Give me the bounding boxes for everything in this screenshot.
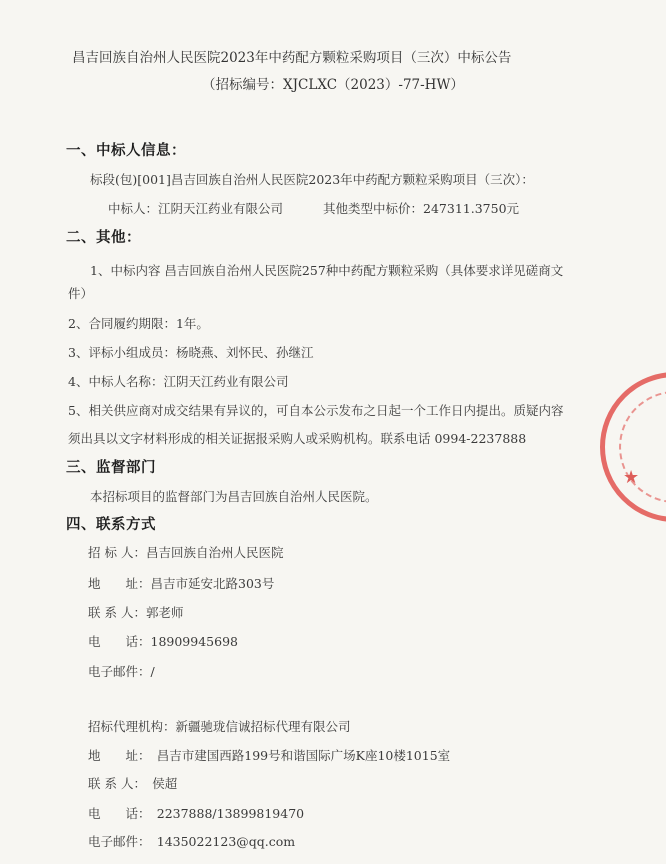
buyer-name: 招 标 人：昌吉回族自治州人民医院 <box>88 545 284 560</box>
agency-contact: 联 系 人： 侯超 <box>88 776 178 791</box>
title-line-2: （招标编号：XJCLXC（2023）-77-HW） <box>202 77 464 93</box>
section-4-heading: 四、联系方式 <box>66 516 156 533</box>
section-3-heading: 三、监督部门 <box>66 459 156 476</box>
official-seal-stamp <box>600 372 666 522</box>
buyer-contact: 联 系 人：郭老师 <box>88 605 184 620</box>
title-line-1: 昌吉回族自治州人民医院2023年中药配方颗粒采购项目（三次）中标公告 <box>72 50 512 66</box>
item-5-line-a: 5、相关供应商对成交结果有异议的，可自本公示发布之日起一个工作日内提出。质疑内容 <box>68 403 564 418</box>
agency-address: 地 址： 昌吉市建国西路199号和谐国际广场K座10楼1015室 <box>88 748 451 763</box>
winner-text: 中标人：江阴天江药业有限公司 <box>108 201 284 216</box>
item-2: 2、合同履约期限：1年。 <box>68 316 209 331</box>
agency-email: 电子邮件： 1435022123@qq.com <box>88 834 296 849</box>
seal-star-icon: ★ <box>623 467 640 488</box>
lot-text: 标段(包)[001]昌吉回族自治州人民医院2023年中药配方颗粒采购项目（三次）： <box>90 172 534 187</box>
price-text: 其他类型中标价：247311.3750元 <box>323 201 520 216</box>
item-1-line-b: 件） <box>68 286 94 301</box>
item-4: 4、中标人名称：江阴天江药业有限公司 <box>68 374 289 389</box>
buyer-phone: 电 话：18909945698 <box>88 634 238 649</box>
item-5-line-b: 须出具以文字材料形成的相关证据报采购人或采购机构。联系电话 0994-2237888 <box>68 431 527 446</box>
supervision-text: 本招标项目的监督部门为昌吉回族自治州人民医院。 <box>90 489 378 504</box>
section-2-heading: 二、其他： <box>66 229 141 246</box>
item-1-line-a: 1、中标内容 昌吉回族自治州人民医院257种中药配方颗粒采购（具体要求详见磋商文 <box>90 263 564 278</box>
buyer-address: 地 址：昌吉市延安北路303号 <box>88 576 275 591</box>
agency-phone: 电 话： 2237888/13899819470 <box>88 806 305 821</box>
section-1-heading: 一、中标人信息： <box>66 142 186 159</box>
item-3: 3、评标小组成员：杨晓燕、刘怀民、孙继江 <box>68 345 314 360</box>
buyer-email: 电子邮件：/ <box>88 664 155 679</box>
agency-name: 招标代理机构：新疆驰珑信诚招标代理有限公司 <box>88 719 351 734</box>
